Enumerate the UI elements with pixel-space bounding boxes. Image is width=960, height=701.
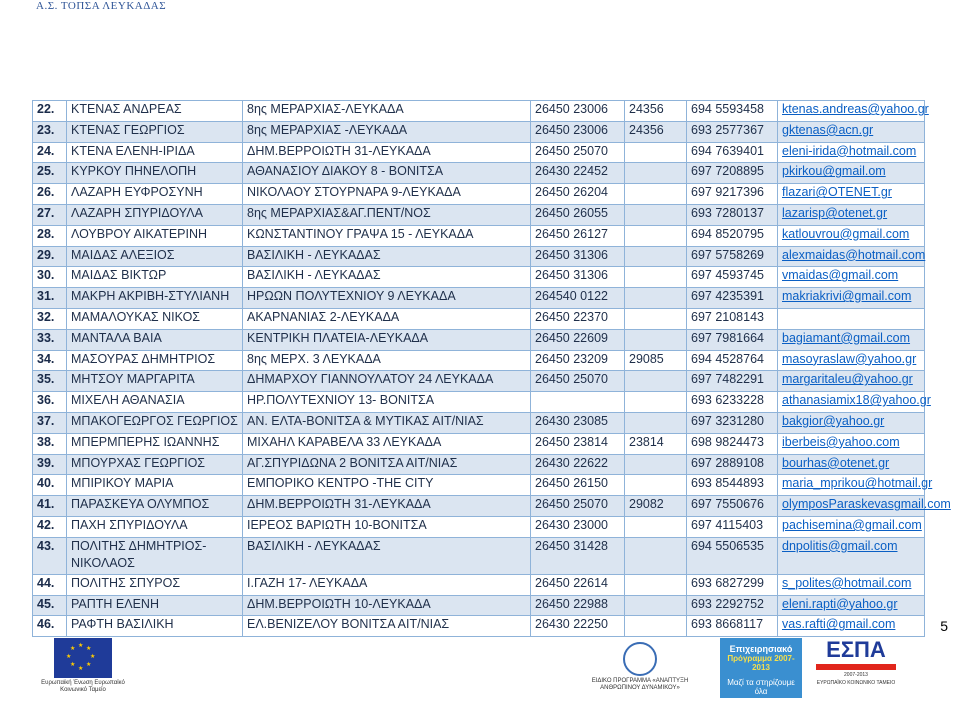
contact-name-cell: ΡΑΦΤΗ ΒΑΣΙΛΙΚΗ	[67, 616, 243, 637]
row-number-cell: 24.	[33, 142, 67, 163]
contact-email-cell	[778, 329, 925, 350]
contact-name-cell: ΜΠΙΡΙΚΟΥ ΜΑΡΙΑ	[67, 475, 243, 496]
email-link[interactable]: bourhas@otenet.gr	[782, 455, 890, 470]
table-row	[33, 225, 925, 246]
contact-phone-cell: 26450 26150	[531, 475, 625, 496]
contact-address-cell: ΑΝ. ΕΛΤΑ-ΒΟΝΙΤΣΑ & ΜΥΤΙΚΑΣ ΑΙΤ/ΝΙΑΣ	[243, 412, 531, 433]
program-ring-icon	[623, 642, 657, 676]
contact-address-cell: ΚΩΝΣΤΑΝΤΙΝΟΥ ΓΡΑΨΑ 15 - ΛΕΥΚΑΔΑ	[243, 225, 531, 246]
contact-address-cell: ΑΘΑΝΑΣΙΟΥ ΔΙΑΚΟΥ 8 - ΒΟΝΙΤΣΑ	[243, 163, 531, 184]
contact-mobile-cell: 693 7280137	[687, 204, 778, 225]
contact-address-cell: ΕΛ.ΒΕΝΙΖΕΛΟΥ ΒΟΝΙΤΣΑ ΑΙΤ/ΝΙΑΣ	[243, 616, 531, 637]
contact-mobile-cell: 694 5506535	[687, 537, 778, 574]
eu-caption: Ευρωπαϊκή Ένωση Ευρωπαϊκό Κοινωνικό Ταμείο	[41, 680, 125, 693]
contact-mobile-cell: 694 4528764	[687, 350, 778, 371]
contact-email-cell	[778, 350, 925, 371]
contact-phone-cell: 26430 22622	[531, 454, 625, 475]
contact-address-cell: ΒΑΣΙΛΙΚΗ - ΛΕΥΚΑΔΑΣ	[243, 246, 531, 267]
contact-address-cell: 8ης ΜΕΡΑΡΧΙΑΣ -ΛΕΥΚΑΔΑ	[243, 121, 531, 142]
eu-flag-icon: ★ ★ ★ ★ ★ ★ ★ ★	[54, 638, 112, 678]
contact-mobile-cell: 697 9217396	[687, 184, 778, 205]
email-link[interactable]: katlouvrou@gmail.com	[782, 226, 910, 241]
contact-address-cell: Ι.ΓΑΖΗ 17- ΛΕΥΚΑΔΑ	[243, 574, 531, 595]
contact-email-cell	[778, 595, 925, 616]
contact-address-cell: ΝΙΚΟΛΑΟΥ ΣΤΟΥΡΝΑΡΑ 9-ΛΕΥΚΑΔΑ	[243, 184, 531, 205]
row-number-cell: 33.	[33, 329, 67, 350]
espa-title: ΕΣΠΑ	[826, 637, 886, 662]
email-link[interactable]: s_polites@hotmail.com	[782, 575, 912, 590]
row-number-cell: 44.	[33, 574, 67, 595]
contact-name-cell: ΜΠΟΥΡΧΑΣ ΓΕΩΡΓΙΟΣ	[67, 454, 243, 475]
contact-phone-cell: 26430 22452	[531, 163, 625, 184]
contact-mobile-cell: 697 4235391	[687, 288, 778, 309]
contact-email-cell	[778, 308, 925, 329]
footer-logos	[0, 634, 960, 701]
row-number-cell: 37.	[33, 412, 67, 433]
contact-phone-cell: 26450 31428	[531, 537, 625, 574]
contact-phone-cell: 26450 31306	[531, 267, 625, 288]
contact-fax-cell	[625, 163, 687, 184]
table-row	[33, 121, 925, 142]
row-number-cell: 31.	[33, 288, 67, 309]
contact-address-cell: ΗΡ.ΠΟΛΥΤΕΧΝΙΟΥ 13- ΒΟΝΙΤΣΑ	[243, 392, 531, 413]
contact-name-cell: ΜΑΙΔΑΣ ΑΛΕΞΙΟΣ	[67, 246, 243, 267]
contact-fax-cell	[625, 537, 687, 574]
contact-address-cell: ΔΗΜΑΡΧΟΥ ΓΙΑΝΝΟΥΛΑΤΟΥ 24 ΛΕΥΚΑΔΑ	[243, 371, 531, 392]
contact-mobile-cell: 693 6233228	[687, 392, 778, 413]
table-row	[33, 142, 925, 163]
row-number-cell: 43.	[33, 537, 67, 574]
table-row	[33, 308, 925, 329]
contact-email-cell	[778, 454, 925, 475]
contact-fax-cell	[625, 329, 687, 350]
table-row	[33, 204, 925, 225]
contact-mobile-cell: 697 2889108	[687, 454, 778, 475]
table-row	[33, 101, 925, 122]
contact-phone-cell: 26450 25070	[531, 371, 625, 392]
contact-name-cell: ΜΑΜΑΛΟΥΚΑΣ ΝΙΚΟΣ	[67, 308, 243, 329]
contact-name-cell: ΠΟΛΙΤΗΣ ΣΠΥΡΟΣ	[67, 574, 243, 595]
email-link[interactable]: bakgior@yahoo.gr	[782, 413, 885, 428]
contact-email-cell	[778, 475, 933, 496]
row-number-cell: 38.	[33, 433, 67, 454]
table-row	[33, 496, 925, 517]
contact-email-cell	[778, 101, 929, 122]
row-number-cell: 42.	[33, 516, 67, 537]
email-link[interactable]: vmaidas@gmail.com	[782, 268, 899, 283]
row-number-cell: 30.	[33, 267, 67, 288]
email-link[interactable]: flazari@OTENET.gr	[782, 185, 892, 200]
contact-name-cell: ΜΑΝΤΑΛΑ ΒΑΙΑ	[67, 329, 243, 350]
espa-stripe	[816, 664, 896, 670]
contact-phone-cell: 26430 23085	[531, 412, 625, 433]
email-link[interactable]: alexmaidas@hotmail.com	[782, 247, 926, 262]
email-link[interactable]: athanasiamix18@yahoo.gr	[782, 393, 931, 408]
contact-mobile-cell: 697 4593745	[687, 267, 778, 288]
contact-phone-cell: 26450 22370	[531, 308, 625, 329]
contact-fax-cell	[625, 516, 687, 537]
operational-program-logo	[720, 638, 802, 698]
email-link[interactable]: masoyraslaw@yahoo.gr	[782, 351, 917, 366]
table-row	[33, 574, 925, 595]
contact-fax-cell	[625, 475, 687, 496]
contact-mobile-cell: 697 5758269	[687, 246, 778, 267]
email-link[interactable]: margaritaleu@yahoo.gr	[782, 372, 913, 387]
email-link[interactable]: dnpolitis@gmail.com	[782, 538, 898, 553]
contact-email-cell	[778, 371, 925, 392]
row-number-cell: 32.	[33, 308, 67, 329]
email-link[interactable]: pachisemina@gmail.com	[782, 517, 922, 532]
contact-mobile-cell: 693 2292752	[687, 595, 778, 616]
contact-mobile-cell: 694 7639401	[687, 142, 778, 163]
row-number-cell: 36.	[33, 392, 67, 413]
contact-fax-cell	[625, 204, 687, 225]
table-row	[33, 288, 925, 309]
espa-logo	[812, 638, 900, 698]
contact-email-cell	[778, 516, 925, 537]
row-number-cell: 35.	[33, 371, 67, 392]
contact-mobile-cell: 698 9824473	[687, 433, 778, 454]
email-link[interactable]: olymposParaskevasgmail.com	[782, 497, 951, 512]
table-row	[33, 454, 925, 475]
contact-name-cell: ΜΑΚΡΗ ΑΚΡΙΒΗ-ΣΤΥΛΙΑΝΗ	[67, 288, 243, 309]
email-link[interactable]: vas.rafti@gmail.com	[782, 617, 896, 632]
table-row	[33, 595, 925, 616]
row-number-cell: 29.	[33, 246, 67, 267]
table-row	[33, 537, 925, 574]
contact-address-cell: 8ης ΜΕΡΧ. 3 ΛΕΥΚΑΔΑ	[243, 350, 531, 371]
contact-mobile-cell: 693 6827299	[687, 574, 778, 595]
contact-phone-cell: 26450 26204	[531, 184, 625, 205]
op-line3: Μαζί τα στηρίζουμε όλα	[727, 678, 795, 696]
contact-fax-cell: 24356	[625, 121, 687, 142]
contact-fax-cell: 23814	[625, 433, 687, 454]
contact-phone-cell: 26430 22250	[531, 616, 625, 637]
organization-header: Α.Σ. ΤΟΠΣΑ ΛΕΥΚΑΔΑΣ	[36, 0, 167, 12]
row-number-cell: 22.	[33, 101, 67, 122]
contact-name-cell: ΡΑΠΤΗ ΕΛΕΝΗ	[67, 595, 243, 616]
table-row	[33, 516, 925, 537]
contact-name-cell: ΚΥΡΚΟΥ ΠΗΝΕΛΟΠΗ	[67, 163, 243, 184]
contact-address-cell: ΑΓ.ΣΠΥΡΙΔΩΝΑ 2 ΒΟΝΙΤΣΑ ΑΙΤ/ΝΙΑΣ	[243, 454, 531, 475]
contact-name-cell: ΛΑΖΑΡΗ ΣΠΥΡΙΔΟΥΛΑ	[67, 204, 243, 225]
contact-phone-cell: 26450 23209	[531, 350, 625, 371]
email-link[interactable]: pkirkou@gmail.om	[782, 164, 886, 179]
contact-name-cell: ΜΙΧΕΛΗ ΑΘΑΝΑΣΙΑ	[67, 392, 243, 413]
contact-name-cell: ΛΑΖΑΡΗ ΕΥΦΡΟΣΥΝΗ	[67, 184, 243, 205]
contact-mobile-cell: 697 2108143	[687, 308, 778, 329]
contact-phone-cell: 26450 25070	[531, 496, 625, 517]
contact-mobile-cell: 697 7482291	[687, 371, 778, 392]
contact-address-cell: ΔΗΜ.ΒΕΡΡΟΙΩΤΗ 31-ΛΕΥΚΑΔΑ	[243, 142, 531, 163]
row-number-cell: 23.	[33, 121, 67, 142]
table-row	[33, 371, 925, 392]
row-number-cell: 39.	[33, 454, 67, 475]
table-row	[33, 163, 925, 184]
email-link[interactable]: ktenas.andreas@yahoo.gr	[782, 102, 929, 116]
contact-fax-cell	[625, 308, 687, 329]
page-number: 5	[940, 618, 948, 634]
contact-mobile-cell: 693 2577367	[687, 121, 778, 142]
table-row	[33, 475, 925, 496]
row-number-cell: 45.	[33, 595, 67, 616]
contact-name-cell: ΛΟΥΒΡΟΥ ΑΙΚΑΤΕΡΙΝΗ	[67, 225, 243, 246]
table-row	[33, 184, 925, 205]
contact-phone-cell: 26450 23814	[531, 433, 625, 454]
contact-address-cell: ΜΙΧΑΗΛ ΚΑΡΑΒΕΛΑ 33 ΛΕΥΚΑΔΑ	[243, 433, 531, 454]
contact-mobile-cell: 697 7981664	[687, 329, 778, 350]
program-caption: ΕΙΔΙΚΟ ΠΡΟΓΡΑΜΜΑ «ΑΝΑΠΤΥΞΗ ΑΝΘΡΩΠΙΝΟΥ ΔΥΝΑΜΙΚΟΥ»	[591, 678, 689, 691]
contact-fax-cell	[625, 267, 687, 288]
email-link[interactable]: iberbeis@yahoo.com	[782, 434, 900, 449]
espa-years: 2007-2013	[844, 672, 868, 678]
contact-phone-cell: 26450 22609	[531, 329, 625, 350]
contact-address-cell: ΗΡΩΩΝ ΠΟΛΥΤΕΧΝΙΟΥ 9 ΛΕΥΚΑΔΑ	[243, 288, 531, 309]
contact-fax-cell	[625, 392, 687, 413]
email-link[interactable]: bagiamant@gmail.com	[782, 330, 911, 345]
contact-fax-cell	[625, 574, 687, 595]
email-link[interactable]: eleni-irida@hotmail.com	[782, 143, 917, 158]
table-row	[33, 267, 925, 288]
contact-name-cell: ΠΟΛΙΤΗΣ ΔΗΜΗΤΡΙΟΣ-ΝΙΚΟΛΑΟΣ	[67, 537, 243, 574]
contact-fax-cell	[625, 454, 687, 475]
table-row	[33, 433, 925, 454]
contact-address-cell: ΒΑΣΙΛΙΚΗ - ΛΕΥΚΑΔΑΣ	[243, 267, 531, 288]
contact-name-cell: ΜΗΤΣΟΥ ΜΑΡΓΑΡΙΤΑ	[67, 371, 243, 392]
contact-name-cell: ΜΑΣΟΥΡΑΣ ΔΗΜΗΤΡΙΟΣ	[67, 350, 243, 371]
contact-email-cell	[778, 121, 925, 142]
contact-address-cell: 8ης ΜΕΡΑΡΧΙΑΣ-ΛΕΥΚΑΔΑ	[243, 101, 531, 122]
contact-fax-cell: 29085	[625, 350, 687, 371]
contact-fax-cell	[625, 371, 687, 392]
contact-address-cell: ΙΕΡΕΟΣ ΒΑΡΙΩΤΗ 10-ΒΟΝΙΤΣΑ	[243, 516, 531, 537]
contact-name-cell: ΠΑΡΑΣΚΕΥΑ ΟΛΥΜΠΟΣ	[67, 496, 243, 517]
contact-phone-cell: 26450 23006	[531, 101, 625, 122]
row-number-cell: 25.	[33, 163, 67, 184]
contact-fax-cell	[625, 184, 687, 205]
espa-caption: ΕΥΡΩΠΑΪΚΟ ΚΟΙΝΩΝΙΚΟ ΤΑΜΕΙΟ	[816, 680, 896, 686]
contact-name-cell: ΠΑΧΗ ΣΠΥΡΙΔΟΥΛΑ	[67, 516, 243, 537]
contact-email-cell	[778, 204, 925, 225]
contact-fax-cell	[625, 246, 687, 267]
contact-email-cell	[778, 392, 931, 413]
contact-fax-cell	[625, 142, 687, 163]
contact-address-cell: ΔΗΜ.ΒΕΡΡΟΙΩΤΗ 10-ΛΕΥΚΑΔΑ	[243, 595, 531, 616]
contact-phone-cell: 26450 22988	[531, 595, 625, 616]
contact-phone-cell: 26450 22614	[531, 574, 625, 595]
contact-address-cell: ΒΑΣΙΛΙΚΗ - ΛΕΥΚΑΔΑΣ	[243, 537, 531, 574]
row-number-cell: 27.	[33, 204, 67, 225]
contact-email-cell	[778, 142, 925, 163]
contact-email-cell	[778, 163, 925, 184]
contact-email-cell	[778, 496, 951, 517]
contact-name-cell: ΚΤΕΝΑΣ ΓΕΩΡΓΙΟΣ	[67, 121, 243, 142]
table-row	[33, 412, 925, 433]
contact-phone-cell: 26450 26127	[531, 225, 625, 246]
email-link[interactable]: eleni.rapti@yahoo.gr	[782, 596, 898, 611]
contact-address-cell: ΕΜΠΟΡΙΚΟ ΚΕΝΤΡΟ -THE CITY	[243, 475, 531, 496]
contact-mobile-cell: 693 8544893	[687, 475, 778, 496]
contact-email-cell	[778, 246, 925, 267]
contact-address-cell: ΔΗΜ.ΒΕΡΡΟΙΩΤΗ 31-ΛΕΥΚΑΔΑ	[243, 496, 531, 517]
table-row	[33, 392, 925, 413]
contact-fax-cell	[625, 288, 687, 309]
contact-email-cell	[778, 412, 925, 433]
row-number-cell: 34.	[33, 350, 67, 371]
contact-fax-cell: 24356	[625, 101, 687, 122]
contact-fax-cell: 29082	[625, 496, 687, 517]
table-row	[33, 329, 925, 350]
contact-email-cell	[778, 288, 925, 309]
contacts-table	[32, 100, 951, 637]
program-logo	[580, 642, 700, 692]
eu-logo	[40, 638, 126, 698]
contact-phone-cell: 264540 0122	[531, 288, 625, 309]
contact-mobile-cell: 694 8520795	[687, 225, 778, 246]
contact-phone-cell: 26450 23006	[531, 121, 625, 142]
row-number-cell: 46.	[33, 616, 67, 637]
contact-address-cell: ΑΚΑΡΝΑΝΙΑΣ 2-ΛΕΥΚΑΔΑ	[243, 308, 531, 329]
contact-mobile-cell: 697 7208895	[687, 163, 778, 184]
contact-name-cell: ΜΠΑΚΟΓΕΩΡΓΟΣ ΓΕΩΡΓΙΟΣ	[67, 412, 243, 433]
contact-mobile-cell: 697 7550676	[687, 496, 778, 517]
contact-email-cell	[778, 184, 925, 205]
email-link[interactable]: lazarisp@otenet.gr	[782, 205, 888, 220]
contact-phone-cell	[531, 392, 625, 413]
contact-mobile-cell: 693 8668117	[687, 616, 778, 637]
contact-name-cell: ΚΤΕΝΑ ΕΛΕΝΗ-ΙΡΙΔΑ	[67, 142, 243, 163]
contact-mobile-cell: 694 5593458	[687, 101, 778, 122]
row-number-cell: 26.	[33, 184, 67, 205]
row-number-cell: 40.	[33, 475, 67, 496]
contact-fax-cell	[625, 225, 687, 246]
contact-fax-cell	[625, 595, 687, 616]
email-link[interactable]: gktenas@acn.gr	[782, 122, 874, 137]
contact-mobile-cell: 697 3231280	[687, 412, 778, 433]
op-line1: Επιχειρησιακό	[729, 644, 793, 654]
row-number-cell: 28.	[33, 225, 67, 246]
contact-email-cell	[778, 574, 925, 595]
contact-email-cell	[778, 433, 925, 454]
row-number-cell: 41.	[33, 496, 67, 517]
contact-name-cell: ΚΤΕΝΑΣ ΑΝΔΡΕΑΣ	[67, 101, 243, 122]
contact-email-cell	[778, 225, 925, 246]
contact-fax-cell	[625, 412, 687, 433]
contact-phone-cell: 26430 23000	[531, 516, 625, 537]
table-row	[33, 350, 925, 371]
contact-mobile-cell: 697 4115403	[687, 516, 778, 537]
op-line2: Πρόγραμμα 2007-2013	[727, 654, 795, 672]
contact-email-cell	[778, 267, 925, 288]
contact-phone-cell: 26450 25070	[531, 142, 625, 163]
contact-phone-cell: 26450 26055	[531, 204, 625, 225]
contact-phone-cell: 26450 31306	[531, 246, 625, 267]
contact-name-cell: ΜΑΙΔΑΣ ΒΙΚΤΩΡ	[67, 267, 243, 288]
email-link[interactable]: maria_mprikou@hotmail.gr	[782, 476, 933, 491]
contact-name-cell: ΜΠΕΡΜΠΕΡΗΣ ΙΩΑΝΝΗΣ	[67, 433, 243, 454]
contact-email-cell	[778, 537, 925, 574]
contact-address-cell: ΚΕΝΤΡΙΚΗ ΠΛΑΤΕΙΑ-ΛΕΥΚΑΔΑ	[243, 329, 531, 350]
table-row	[33, 246, 925, 267]
contact-address-cell: 8ης ΜΕΡΑΡΧΙΑΣ&ΑΓ.ΠΕΝΤ/ΝΟΣ	[243, 204, 531, 225]
email-link[interactable]: makriakrivi@gmail.com	[782, 289, 912, 304]
